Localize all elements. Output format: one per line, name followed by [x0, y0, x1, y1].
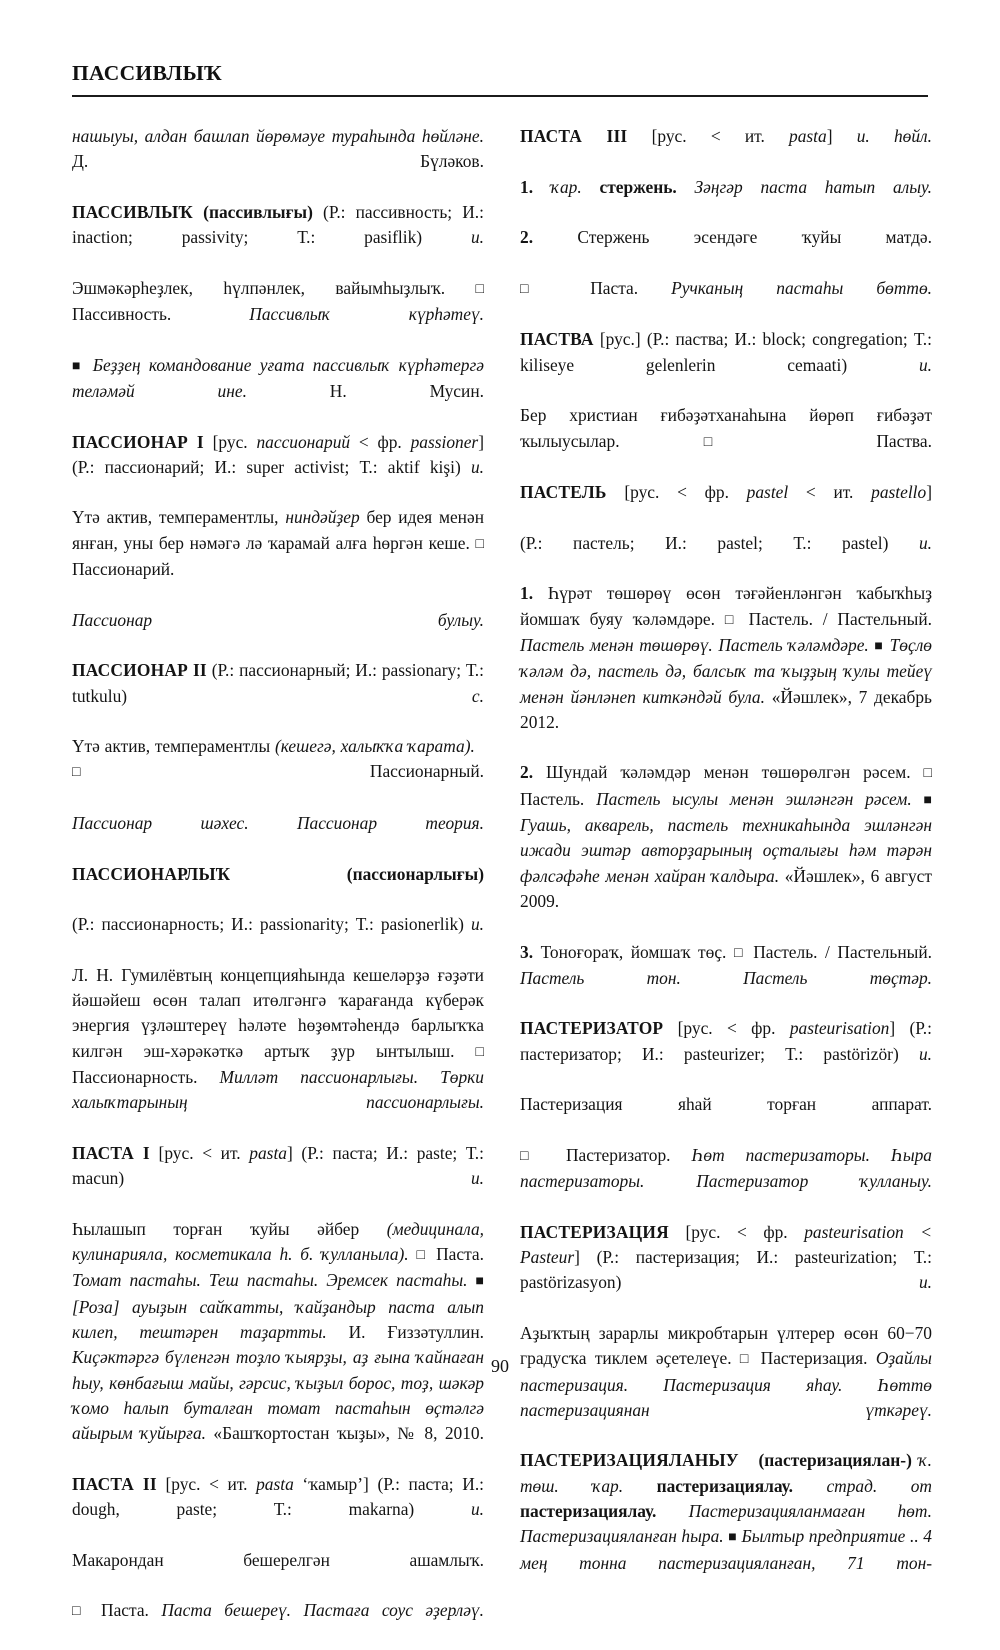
headword: ПАССИОНАР I	[72, 431, 204, 452]
entry-passionarlyq-gloss	[72, 912, 484, 963]
entry-passionar-2-body	[72, 734, 484, 811]
entry-definition: Пастеризация яһай торған аппарат.	[520, 1094, 932, 1115]
entry-translation-label: Пассионарий.	[72, 559, 175, 580]
entry-gloss: (Р.: паста; И.: paste; Т.: macun)	[72, 1142, 484, 1189]
etymology-italic: pastel	[746, 482, 789, 503]
sense-number: 1.	[520, 583, 534, 604]
headword: ПАСТВА	[520, 329, 594, 350]
entry-pasterizacijalanyu	[520, 1448, 932, 1601]
column-right	[520, 124, 932, 1573]
etymology-italic-2: pastello	[871, 482, 927, 503]
entry-pasterizaciya-body	[520, 1321, 932, 1448]
entry-pos: и.	[918, 1272, 932, 1293]
headword: ПАССИВЛЫҠ	[72, 201, 194, 222]
etymology-open: [рус. < фр.	[624, 482, 747, 503]
etymology-italic: pasteurisation < Pasteur	[520, 1221, 932, 1268]
entry-translation-label: Пассионарность.	[72, 1066, 198, 1087]
open-square-icon	[725, 613, 739, 628]
headword-inflection: (пассионарлығы)	[346, 863, 484, 884]
entry-pasterizator-example	[520, 1143, 932, 1220]
open-square-icon	[520, 1149, 545, 1164]
citation-text: Беҙҙең командование уғата пассивлыҡ күрһәтергә теләмәй ине.	[72, 354, 484, 401]
entry-gloss: (Р.: паства; И.: block; congregation; Т.: kiliseye gelenlerin cemaati)	[520, 329, 932, 375]
etymology-close: ]	[286, 1142, 293, 1163]
entry-translation-example: Томат пастаһы. Теш пастаһы. Эремсек пастаһы.	[72, 1270, 468, 1291]
etymology-open: [рус. < ит.	[158, 1142, 250, 1163]
entry-definition: Л. Н. Гумилёвтың концепцияһында кешеләрҙә ғәҙәти йәшәйеш өсөн талап итөлгәнгә ҡарағанда күберәк энергия үҙләштереү һәләте һөҙөмтәһендә барлыҡҡа килгән эш-хәрәкәткә артыҡ ҙур ынтылыш.	[72, 964, 484, 1061]
entry-translation-example: Пастеризацияланмаған һөт. Пастеризацияланған һыра.	[520, 1501, 932, 1547]
entry-gloss: (Р.: паста; И.: dough, paste; Т.: makarna)	[72, 1473, 484, 1520]
entry-pasterizator	[520, 1016, 932, 1092]
etymology-italic: pasta	[249, 1142, 287, 1163]
sense-1-pastel	[520, 581, 932, 760]
etymology-mid: < фр.	[350, 431, 411, 452]
etymology-close: ]	[826, 126, 833, 146]
grammar-label-2: страд. от	[826, 1475, 932, 1496]
running-head	[72, 62, 928, 85]
entry-translation-label: Пастеризатор.	[565, 1144, 671, 1165]
etymology-italic: pasteurisation	[789, 1018, 890, 1039]
headword: ПАСТЕЛЬ	[520, 482, 607, 503]
citation-source: И. Ғиззәтуллин.	[326, 1321, 484, 1342]
etymology-close: ]	[574, 1247, 580, 1268]
entry-translation-example: Оҙайлы пастеризация. Пастеризация яһау. Һөттө пастеризациянан үткәреү.	[520, 1348, 932, 1420]
entry-definition: Һылашып торған ҡуйы әйбер	[72, 1218, 387, 1239]
entry-passionar-2	[72, 658, 484, 734]
sense-example: Зәңгәр паста һатып алыу.	[694, 176, 932, 197]
sense-2-pasta-3-example	[520, 276, 932, 328]
entry-passionar-1-body	[72, 505, 484, 607]
entry-pos: и.	[470, 227, 484, 248]
entry-pasta-2-body	[72, 1548, 484, 1599]
entry-translation-label: Пассионарный.	[369, 761, 484, 782]
entry-pasta-3	[520, 124, 932, 175]
entry-definition: Үтә актив, темпераментлы	[72, 736, 275, 757]
entry-translation-example: Ручканың пастаһы бөттө.	[671, 277, 932, 298]
headword: ПАСТА III	[520, 126, 628, 146]
citation-continuation: Киҫәктәргә бүленгән тоҙло ҡыярҙы, аҙ ғына ҡайнаған һыу, көнбағыш майы, гәрсис, ҡыҙыл борос, тоҙ, шәкәр ҡомо һалып буталған томат пастаһын өҫтәлгә айырым ҡуйырға.	[72, 1347, 484, 1444]
sense-1-pasta-3	[520, 175, 932, 226]
citation-text: Былтыр предприятие .. 4 мең тонна пастеризацияланған, 71 тон-	[520, 1526, 932, 1573]
sense-number: 2.	[520, 227, 534, 248]
headword: ПАССИОНАР II	[72, 660, 207, 681]
running-head-word: ПАССИВЛЫҠ	[72, 61, 223, 85]
continuation-attribution: Д. Бүләков.	[72, 151, 484, 172]
entry-gloss: (Р.: пастеризация; И.: pasteurization; Т.: pastörizasyon)	[520, 1247, 932, 1293]
entry-pasta-1-body	[72, 1217, 484, 1472]
open-square-icon	[520, 282, 557, 297]
citation-reference: «Йәшлек», 7 декабрь 2012.	[520, 686, 932, 732]
entry-translation-label: Паста.	[590, 277, 639, 298]
sense-3-pastel	[520, 940, 932, 1017]
entry-gloss: (Р.: пассионарий; И.: super activist; Т.: aktif kişi)	[72, 456, 461, 477]
entry-translation-example: Паста бешереү. Пастаға соус әҙерләү.	[161, 1600, 484, 1621]
entry-definition: Макарондан бешерелгән ашамлыҡ.	[72, 1549, 484, 1570]
open-square-icon	[416, 1248, 428, 1263]
entry-gloss: (Р.: пастель; И.: pastel; Т.: pastel)	[520, 532, 889, 553]
entry-definition: Эшмәкәрһеҙлек, һүлпәнлек, вайымһыҙлыҡ.	[72, 277, 446, 298]
sense-cross-reference: стержень.	[599, 176, 677, 197]
headword: ПАСТА II	[72, 1473, 157, 1494]
entry-pasta-1	[72, 1141, 484, 1217]
entry-pastel	[520, 480, 932, 531]
entry-translation-label: Пастеризация.	[760, 1348, 868, 1369]
entry-pastva-body	[520, 403, 932, 480]
entry-definition: Бер христиан ғибәҙәтханаһына йөрөп ғибәҙәт ҡылыусылар.	[520, 405, 932, 451]
sense-definition: Һүрәт төшөрөү өсөн тәғәйенләнгән ҡабыҡһыҙ йомшаҡ буяу ҡәләмдәре.	[520, 583, 932, 629]
sense-2-pastel	[520, 760, 932, 939]
citation-reference: «Йәшлек», 6 август 2009.	[520, 865, 932, 911]
column-left	[72, 124, 484, 1621]
headword: ПАСТЕРИЗАЦИЯ	[520, 1221, 669, 1242]
entry-translation-label: Пастель. / Пастельный.	[748, 608, 932, 629]
grammar-label: ҡ. төш. ҡар.	[520, 1450, 932, 1496]
headword-inflection: (пассивлығы)	[203, 201, 313, 222]
filled-square-icon	[728, 1530, 737, 1545]
entry-passionar-1	[72, 430, 484, 506]
etymology-italic: pasta	[256, 1473, 294, 1494]
sense-number: 3.	[520, 941, 534, 962]
entry-pasta-2	[72, 1472, 484, 1548]
citation-text: Төҫлө ҡәләм дә, пастель дә, балсыҡ та ҡыҙҙың ҡулы тейеү менән йәнләнеп киткәндәй була.	[520, 634, 932, 707]
entry-translation-label: Пассивность.	[72, 304, 172, 325]
definition-part-a: Үтә актив, темпераментлы,	[72, 507, 286, 528]
entry-passionar-2-example	[72, 811, 484, 862]
sense-number: 1.	[520, 176, 534, 197]
entry-translation-example: Пассионар шәхес. Пассионар теория.	[72, 813, 484, 834]
entry-pos: и.	[918, 1043, 932, 1064]
etymology-open: [рус. < ит.	[165, 1473, 257, 1494]
entry-pastel-gloss	[520, 531, 932, 582]
etymology-close: ‘ҡамыр’]	[293, 1473, 369, 1494]
sense-definition: Шундай ҡәләмдәр менән төшөрөлгән рәсем.	[545, 762, 911, 783]
entry-gloss: (Р.: пассионарность; И.: passionarity; Т.: pasionerlik)	[72, 914, 464, 935]
entry-translation-example: Пассионар булыу.	[72, 609, 484, 630]
headword: ПАССИОНАРЛЫҠ	[72, 863, 231, 884]
open-square-icon	[476, 537, 484, 552]
entry-pos: и.	[918, 354, 932, 375]
entry-passionar-1-example	[72, 608, 484, 659]
entry-translation-example: Пастель ысулы менән эшләнгән рәсем.	[596, 788, 912, 809]
open-square-icon	[924, 766, 932, 781]
citation-source: Н. Мусин.	[246, 380, 484, 401]
headword-inflection: (пастеризациялан-)	[758, 1450, 912, 1471]
definition-italic: ниндәйҙер	[285, 507, 360, 528]
etymology-close: ]	[889, 1018, 896, 1039]
definition-italic: (медицинала, кулинарияла, косметикала һ. б. ҡулланыла).	[72, 1218, 484, 1265]
definition-part-b: бер идея менән янған, уны бер нәмәгә лә ҡарамай алға һөргән кеше.	[72, 507, 484, 553]
definition-italic: (кешегә, халыҡҡа ҡарата).	[274, 736, 475, 757]
etymology-mid: < ит.	[788, 482, 872, 503]
entry-passivlyq-body	[72, 276, 484, 353]
filled-square-icon	[924, 793, 932, 808]
sense-definition: Стержень эсендәге ҡуйы матдә.	[577, 227, 932, 248]
continuation-italic: нашыуы, алдан башлап йөрөмәye тураһында һөйләне.	[72, 126, 484, 146]
entry-translation-label: Паста.	[436, 1244, 484, 1265]
citation-text: [Роза] ауыҙын сайҡатты, ҡайҙандыр паста алып килеп, тештәрен таҙартты.	[72, 1296, 484, 1342]
open-square-icon	[704, 435, 792, 450]
entry-pos: с.	[471, 685, 484, 706]
entry-translation-example: Пастель менән төшөрөү. Пастель ҡәләмдәре.	[520, 634, 869, 655]
entry-passivlyq	[72, 200, 484, 276]
etymology-open: [рус. < ит.	[651, 126, 790, 146]
entry-translation-label: Пастель.	[520, 788, 585, 809]
etymology-italic-2: passioner	[410, 431, 479, 452]
entry-translation-example: Пастель тон. Пастель төҫтәр.	[520, 967, 932, 988]
etymology-close: ]	[478, 431, 484, 452]
entry-translation-label: Паства.	[876, 430, 932, 451]
filled-square-icon	[72, 359, 84, 374]
entry-translation-label: Паста.	[101, 1600, 149, 1621]
entry-translation-label: Пастель. / Пастельный.	[753, 941, 932, 962]
open-square-icon	[72, 765, 223, 780]
open-square-icon	[476, 1045, 484, 1060]
entry-gloss: (Р.: пастеризатор; И.: pasteurizer; Т.: pastörizör)	[520, 1018, 932, 1064]
entry-translation-example: Һөт пастеризаторы. Һыра пастеризаторы. Пастеризатор ҡулланыу.	[520, 1144, 932, 1192]
entry-pos: и.	[470, 1499, 484, 1520]
entry-pastva	[520, 327, 932, 403]
entry-pasterizaciya	[520, 1220, 932, 1321]
etymology-close: ]	[926, 482, 932, 503]
sense-definition: Тоноғораҡ, йомшаҡ төҫ.	[540, 941, 727, 962]
headword: ПАСТЕРИЗАЦИЯЛАНЫУ	[520, 1450, 739, 1471]
sense-label: ҡар.	[550, 176, 582, 197]
etymology-italic: пассионарий	[256, 431, 351, 452]
sense-number: 2.	[520, 762, 534, 783]
filled-square-icon	[476, 1274, 484, 1289]
page-number: 90	[491, 1356, 509, 1376]
paragraph-continuation	[72, 124, 484, 200]
etymology-open: [рус. < фр.	[677, 1018, 790, 1039]
citation-reference: «Башҡортостан ҡыҙы», № 8, 2010.	[213, 1423, 484, 1444]
entry-pos: и.	[918, 532, 932, 553]
entry-gloss: (Р.: пассивность; И.: inaction; passivity; Т.: pasiflik)	[72, 201, 484, 248]
headword: ПАСТА I	[72, 1142, 150, 1163]
entry-passivlyq-citation	[72, 353, 484, 430]
etymology: [рус.]	[599, 329, 641, 350]
entry-pos: и.	[470, 914, 484, 935]
etymology-open: [рус. < фр.	[685, 1221, 805, 1242]
entry-definition: Аҙыҡтың зарарлы микробтарын үлтерер өсөн 60−70 градусҡа тиклем әҫетелеүе.	[520, 1322, 932, 1369]
entry-translation-example: Милләт пассионарлығы. Төрки халыҡтарының пассионарлығы.	[72, 1066, 484, 1113]
sense-2-pasta-3	[520, 225, 932, 276]
headword: ПАСТЕРИЗАТОР	[520, 1018, 664, 1039]
citation-text: Гуашь, акварель, пастель техникаһында эшләнгән ижади эштәр авторҙарының оҫталығы һәм тәрән фәлсәфәһе менән хайран ҡалдыра.	[520, 815, 932, 886]
open-square-icon	[476, 282, 484, 297]
cross-reference-2: пастеризациялау.	[520, 1501, 657, 1522]
header-divider	[72, 95, 928, 97]
entry-pasterizator-body	[520, 1092, 932, 1143]
entry-pos: и.	[470, 1168, 484, 1189]
filled-square-icon	[874, 639, 884, 654]
open-square-icon	[72, 1604, 89, 1619]
entry-pasta-2-example	[72, 1598, 484, 1650]
etymology-open: [рус.	[212, 431, 257, 452]
entry-pos: и. һөйл.	[856, 126, 932, 146]
entry-gloss: (Р.: пассионарный; И.: passionary; Т.: tutkulu)	[72, 660, 484, 706]
entry-translation-example: Пассивлыҡ күрһәтеү.	[249, 304, 484, 325]
entry-passionarlyq	[72, 862, 484, 913]
etymology-italic: pasta	[789, 126, 827, 146]
cross-reference: пастеризациялау.	[656, 1475, 793, 1496]
entry-pos: и.	[470, 456, 484, 477]
open-square-icon	[734, 946, 746, 961]
entry-passionarlyq-body	[72, 963, 484, 1141]
